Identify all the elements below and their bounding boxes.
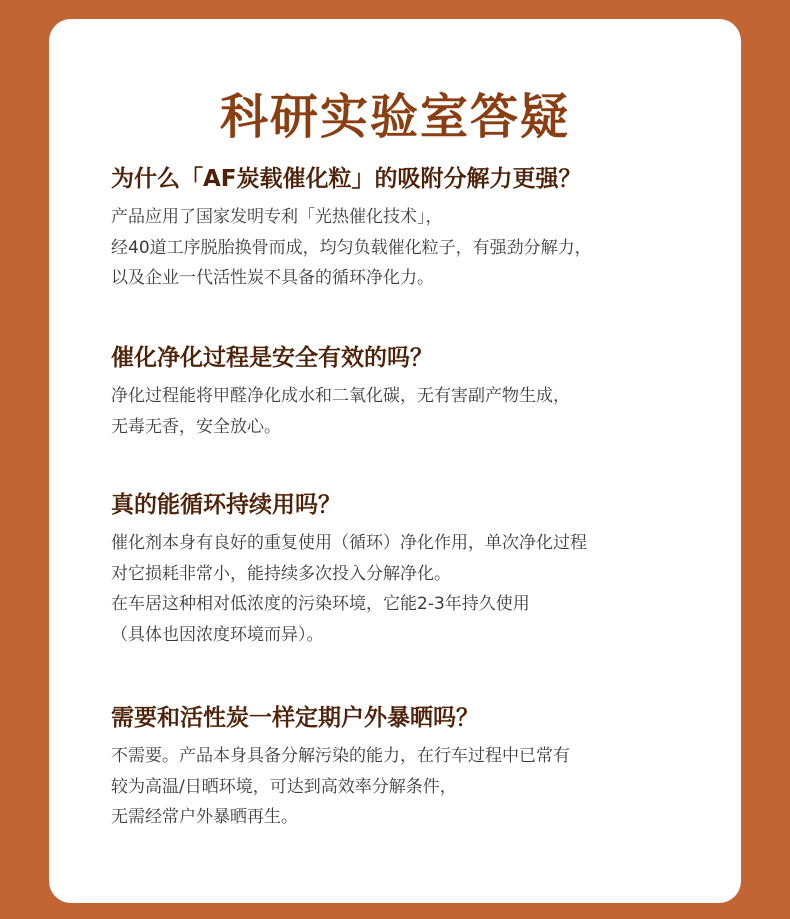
qa-item-sun-drying (111, 703, 731, 833)
answer-line: 在车居这种相对低浓度的污染环境，它能2-3年持久使用 (111, 594, 530, 614)
page-title: 科研实验室答疑 (219, 89, 570, 145)
qa-item-safety (111, 343, 731, 442)
question-heading: 需要和活性炭一样定期户外暴晒吗？ (111, 705, 479, 731)
answer-line: 以及企业一代活性炭不具备的循环净化力。 (111, 268, 434, 288)
answer-line: 催化剂本身有良好的重复使用（循环）净化作用，单次净化过程 (111, 533, 587, 553)
answer-line: 无毒无香，安全放心。 (111, 416, 281, 437)
answer-line: 经40道工序脱胎换骨而成，均匀负载催化粒子，有强劲分解力， (111, 237, 592, 258)
answer-text (111, 381, 731, 442)
answer-line: 无需经常户外暴晒再生。 (111, 807, 298, 827)
question-heading: 为什么「AF炭载催化粒」的吸附分解力更强？ (111, 166, 582, 192)
answer-line: （具体也因浓度环境而异）。 (111, 624, 324, 645)
qa-item-af-adsorption (111, 164, 731, 294)
answer-text (111, 202, 731, 294)
question-heading: 真的能循环持续用吗？ (111, 492, 341, 518)
answer-line: 不需要。产品本身具备分解污染的能力，在行车过程中已常有 (111, 746, 570, 766)
answer-line: 对它损耗非常小，能持续多次投入分解净化。 (111, 563, 451, 584)
answer-line: 较为高温/日晒环境，可达到高效率分解条件， (111, 776, 457, 797)
answer-text (111, 741, 731, 833)
answer-line: 净化过程能将甲醛净化成水和二氧化碳，无有害副产物生成， (111, 386, 570, 406)
question-heading: 催化净化过程是安全有效的吗？ (111, 345, 433, 371)
answer-line: 产品应用了国家发明专利「光热催化技术」， (111, 207, 443, 227)
qa-card (49, 19, 741, 903)
answer-text (111, 528, 731, 650)
qa-item-reuse (111, 490, 731, 650)
